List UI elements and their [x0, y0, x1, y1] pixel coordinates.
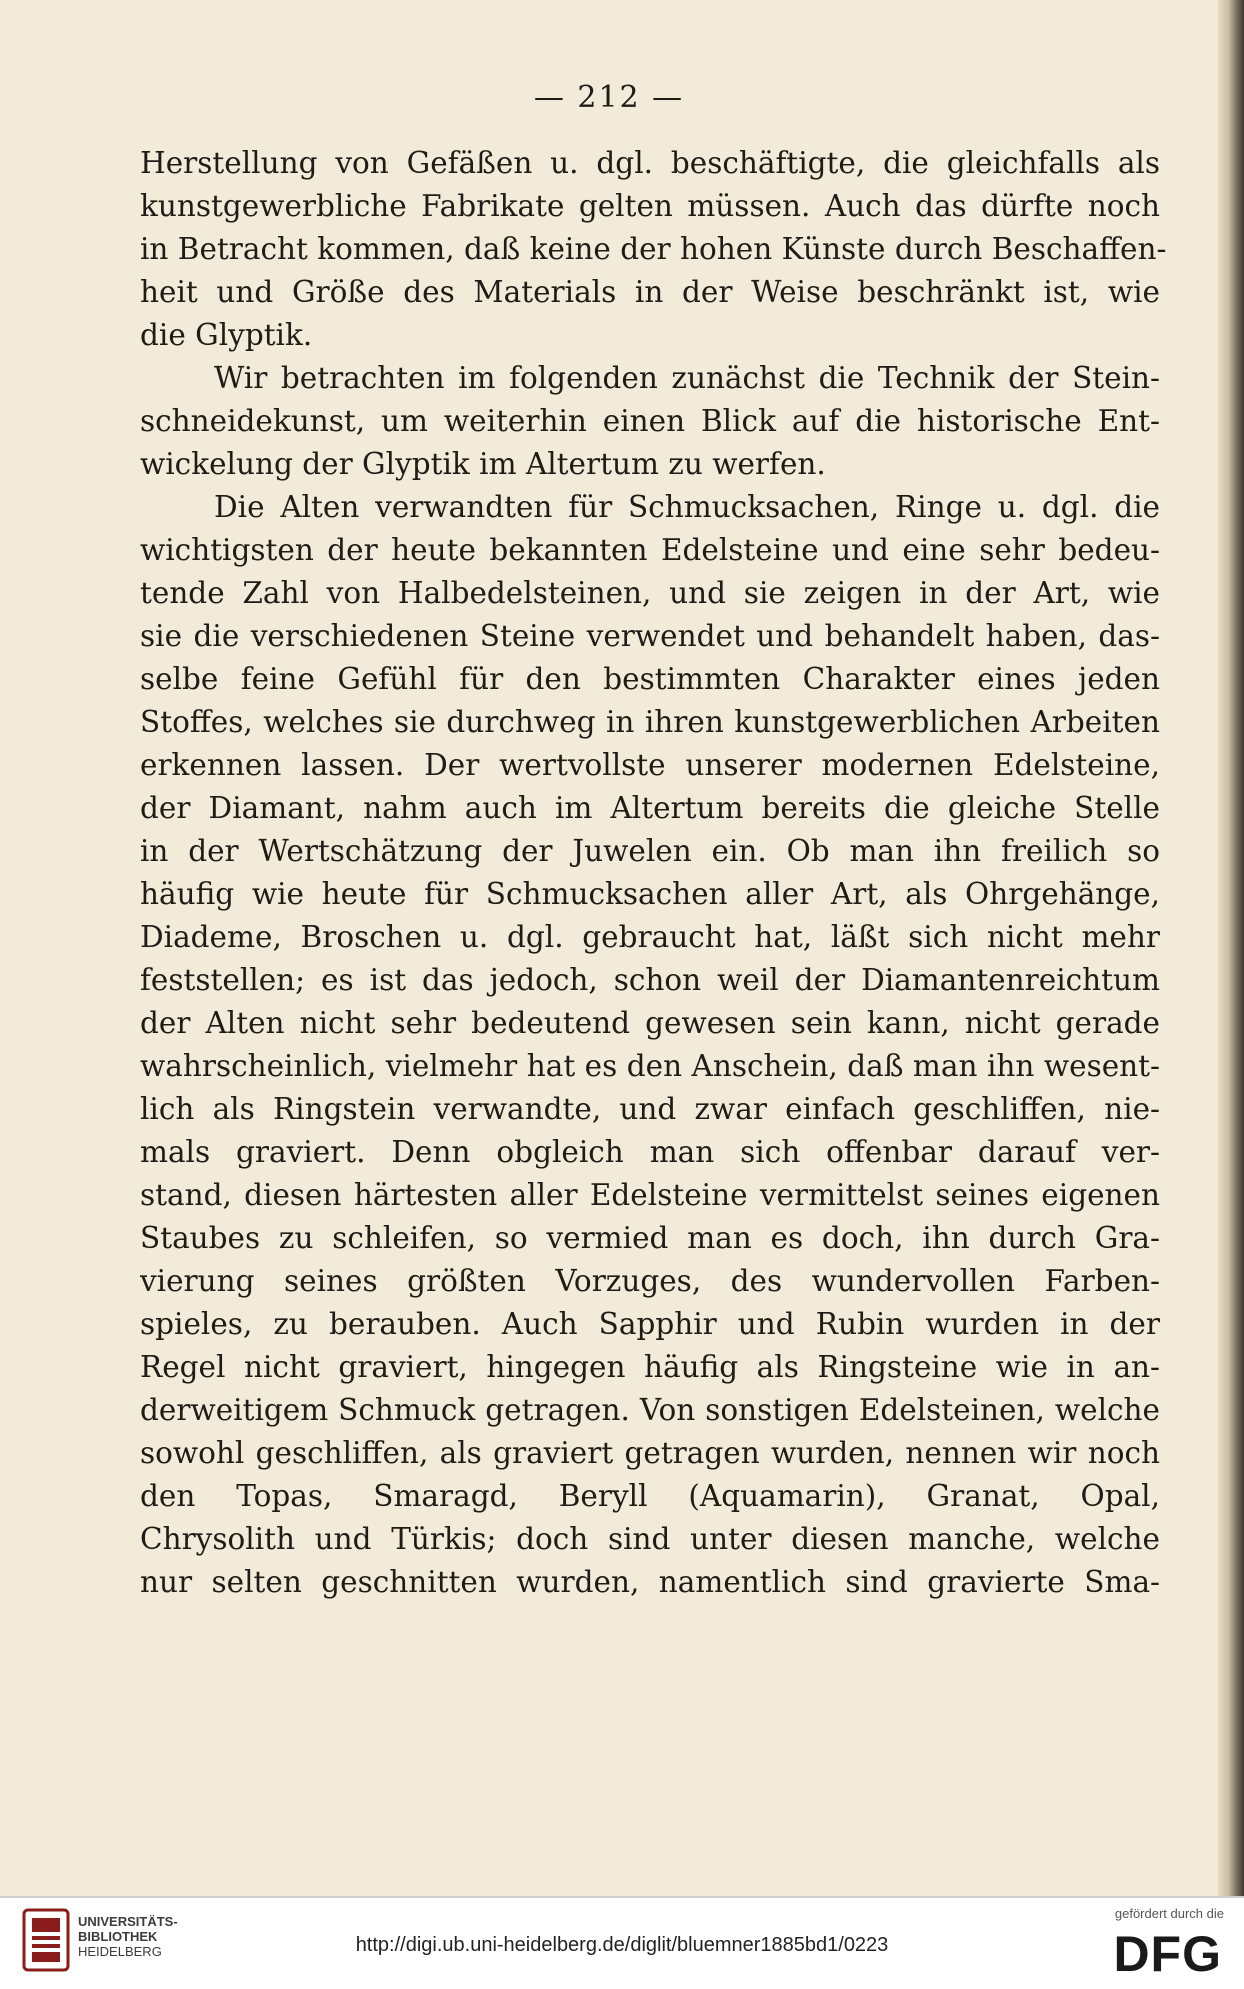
text-line: den Topas, Smaragd, Beryll (Aquamarin), Granat, Opal,	[140, 1479, 1160, 1513]
text-line: die Glyptik.	[140, 318, 313, 352]
text-line: der Diamant, nahm auch im Altertum bereits die gleiche Stelle	[140, 791, 1160, 825]
text-line: derweitigem Schmuck getragen. Von sonstigen Edelsteinen, welche	[140, 1393, 1160, 1427]
page-number: — 212 —	[533, 80, 685, 115]
text-line: spieles, zu berauben. Auch Sapphir und Rubin wurden in der	[140, 1307, 1160, 1341]
text-line: kunstgewerbliche Fabrikate gelten müssen. Auch das dürfte noch	[140, 189, 1160, 223]
text-line: wahrscheinlich, vielmehr hat es den Anschein, daß man ihn wesent-	[140, 1049, 1160, 1083]
text-line: sowohl geschliffen, als graviert getragen wurden, nennen wir noch	[140, 1436, 1160, 1470]
text-line: Herstellung von Gefäßen u. dgl. beschäftigte, die gleichfalls als	[140, 146, 1160, 180]
text-line: Diademe, Broschen u. dgl. gebraucht hat, läßt sich nicht mehr	[140, 920, 1160, 954]
text-line: lich als Ringstein verwandte, und zwar einfach geschliffen, nie-	[140, 1092, 1160, 1126]
text-line: Die Alten verwandten für Schmucksachen, Ringe u. dgl. die	[214, 490, 1160, 524]
text-line: feststellen; es ist das jedoch, schon weil der Diamantenreichtum	[140, 963, 1160, 997]
text-line: Stoffes, welches sie durchweg in ihren kunstgewerblichen Arbeiten	[140, 705, 1160, 739]
text-line: nur selten geschnitten wurden, namentlich sind gravierte Sma-	[140, 1565, 1160, 1599]
funding-note: gefördert durch die	[1114, 1906, 1224, 1921]
library-name-line: HEIDELBERG	[78, 1944, 162, 1959]
text-line: erkennen lassen. Der wertvollste unserer modernen Edelsteine,	[140, 748, 1160, 782]
text-line: Chrysolith und Türkis; doch sind unter diesen manche, welche	[140, 1522, 1160, 1556]
text-line: sie die verschiedenen Steine verwendet und behandelt haben, das-	[140, 619, 1160, 653]
text-line: vierung seines größten Vorzuges, des wundervollen Farben-	[140, 1264, 1160, 1298]
book-edge-shadow	[1218, 0, 1244, 1896]
text-line: in der Wertschätzung der Juwelen ein. Ob man ihn freilich so	[140, 834, 1160, 868]
text-line: häufig wie heute für Schmucksachen aller Art, als Ohrgehänge,	[140, 877, 1160, 911]
permalink-url[interactable]: http://digi.ub.uni-heidelberg.de/diglit/bluemner1885bd1/0223	[355, 1934, 889, 1956]
body-text	[140, 142, 1167, 1604]
text-line: Regel nicht graviert, hingegen häufig als Ringsteine wie in an-	[140, 1350, 1160, 1384]
library-name-line: UNIVERSITÄTS-	[78, 1914, 178, 1929]
text-line: wichtigsten der heute bekannten Edelsteine und eine sehr bedeu-	[140, 533, 1160, 567]
text-line: in Betracht kommen, daß keine der hohen Künste durch Beschaffen-	[140, 232, 1167, 266]
text-line: heit und Größe des Materials in der Weise beschränkt ist, wie	[140, 275, 1160, 309]
footer-divider	[0, 1896, 1244, 1898]
text-line: schneidekunst, um weiterhin einen Blick auf die historische Ent-	[140, 404, 1160, 438]
library-name-line: BIBLIOTHEK	[78, 1929, 158, 1944]
dfg-logo: DFG	[1113, 1926, 1222, 1982]
text-line: wickelung der Glyptik im Altertum zu werfen.	[140, 447, 826, 481]
text-line: Staubes zu schleifen, so vermied man es doch, ihn durch Gra-	[140, 1221, 1160, 1255]
text-line: selbe feine Gefühl für den bestimmten Charakter eines jeden	[140, 662, 1160, 696]
text-line: der Alten nicht sehr bedeutend gewesen sein kann, nicht gerade	[140, 1006, 1160, 1040]
text-line: stand, diesen härtesten aller Edelsteine vermittelst seines eigenen	[140, 1178, 1160, 1212]
text-line: mals graviert. Denn obgleich man sich offenbar darauf ver-	[140, 1135, 1160, 1169]
text-line: Wir betrachten im folgenden zunächst die Technik der Stein-	[214, 361, 1160, 395]
text-line: tende Zahl von Halbedelsteinen, und sie zeigen in der Art, wie	[140, 576, 1160, 610]
